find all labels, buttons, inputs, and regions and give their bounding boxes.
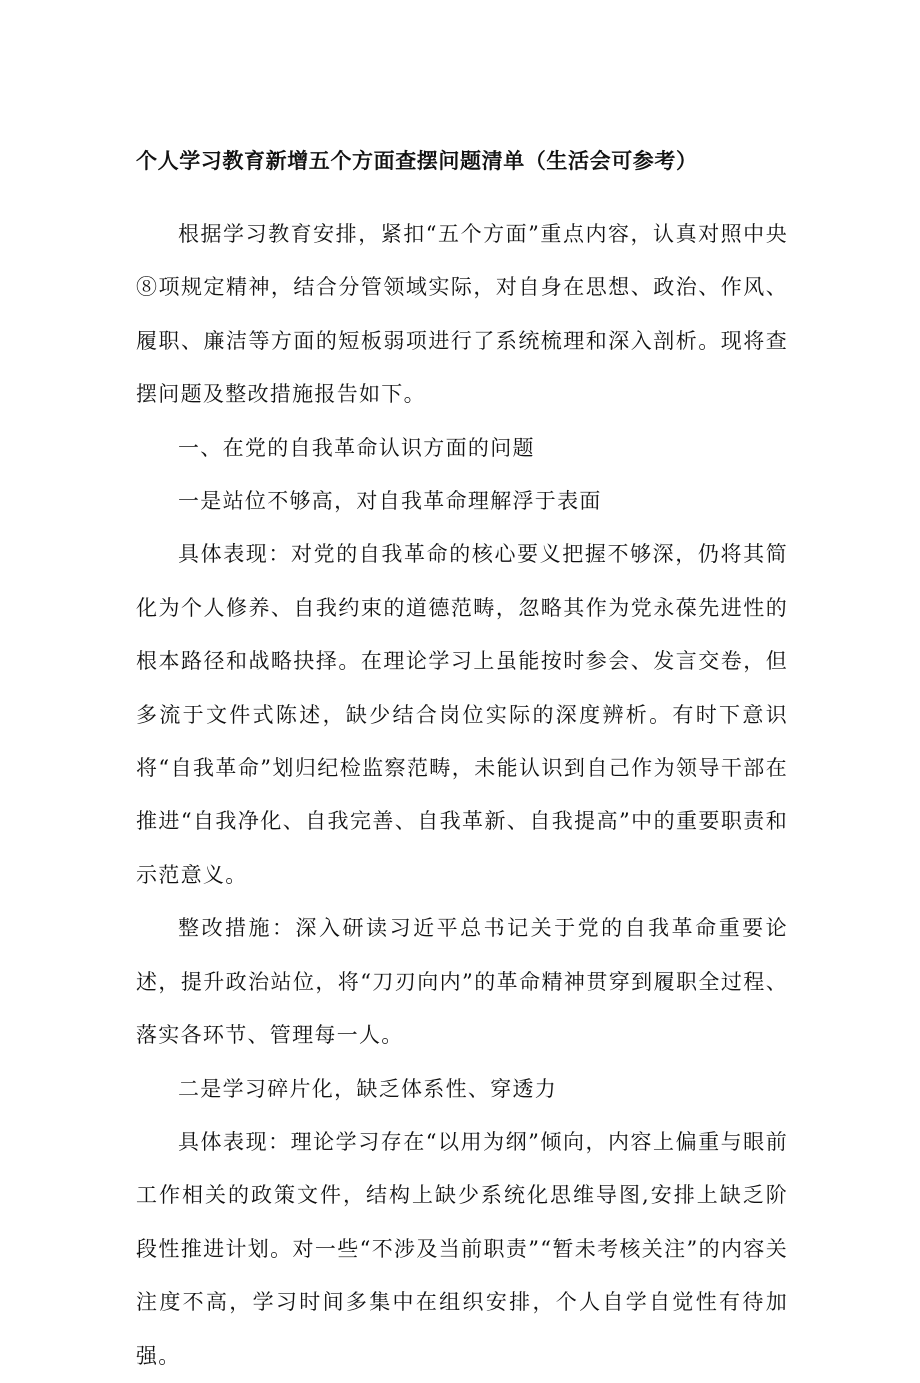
subheading-2: 二是学习碎片化，缺乏体系性、穿透力 [178, 1076, 558, 1101]
paragraph-manifestation-1: 具体表现：对党的自我革命的核心要义把握不够深，仍将其简化为个人修养、自我约束的道德范畴，忽略其作为党永葆先进性的根本路径和战略抉择。在理论学习上虽能按时参会、发言交卷，但多流于文件式陈述，缺少结合岗位实际的深度辨析。有时下意识将“自我革命”划归纪检监察范畴，未能认识到自己作为领导干部在推进“自我净化、自我完善、自我革新、自我提高”中的重要职责和示范意义。 [136, 542, 788, 887]
section-heading-1: 一、在党的自我革命认识方面的问题 [178, 435, 535, 460]
document-body [136, 208, 788, 1383]
subheading-1: 一是站位不够高，对自我革命理解浮于表面 [178, 489, 602, 514]
document-title: 个人学习教育新增五个方面查摆问题清单（生活会可参考） [136, 148, 698, 173]
paragraph-measures-1: 整改措施：深入研读习近平总书记关于党的自我革命重要论述，提升政治站位，将“刀刃向内”的革命精神贯穿到履职全过程、落实各环节、管理每一人。 [136, 916, 788, 1048]
paragraph-manifestation-2: 具体表现：理论学习存在“以用为纲”倾向，内容上偏重与眼前工作相关的政策文件，结构上缺少系统化思维导图,安排上缺乏阶段性推进计划。对一些“不涉及当前职责”“暂未考核关注”的内容关注度不高，学习时间多集中在组织安排，个人自学自觉性有待加强。 [136, 1129, 788, 1368]
paragraph-intro: 根据学习教育安排，紧扣“五个方面”重点内容，认真对照中央⑧项规定精神，结合分管领域实际，对自身在思想、政治、作风、履职、廉洁等方面的短板弱项进行了系统梳理和深入剖析。现将查摆问题及整改措施报告如下。 [136, 222, 788, 407]
